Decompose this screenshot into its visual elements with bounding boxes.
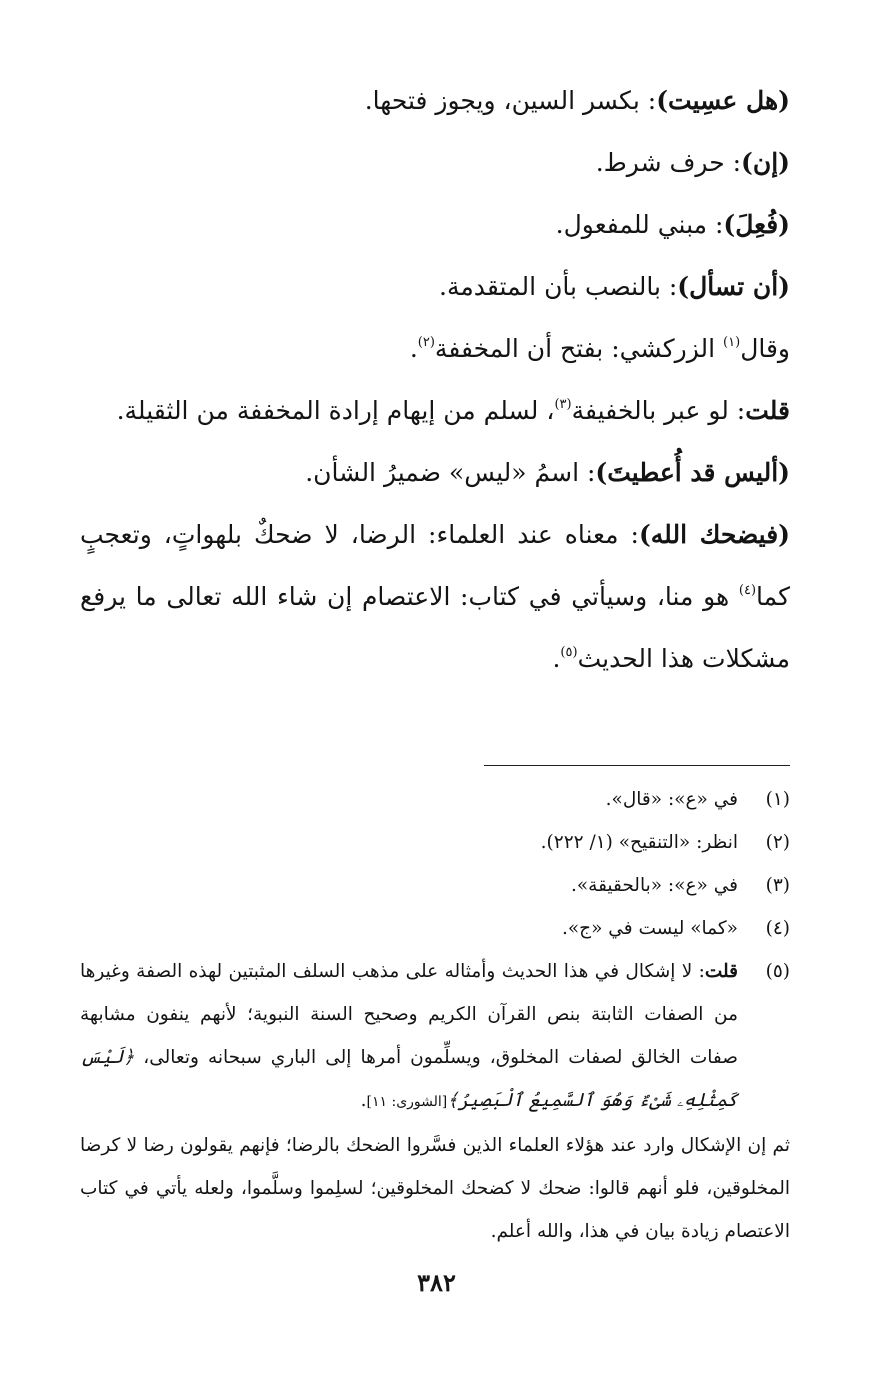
footnote-number: (٣): [765, 875, 790, 896]
footnote-number: (١): [765, 789, 790, 810]
quran-reference: [الشورى: ١١]: [366, 1094, 448, 1110]
footnotes: [80, 778, 790, 1253]
footnote-lead: قلت: [704, 961, 738, 982]
entry-text: : مبني للمفعول.: [555, 210, 724, 239]
footnote-text: في «ع»: «بالحقيقة».: [570, 875, 738, 896]
footnote-ref-3[interactable]: (٣): [554, 397, 572, 412]
footnote-divider: [484, 765, 790, 766]
footnote-3: [80, 864, 790, 907]
footnote-ref-5[interactable]: (٥): [560, 645, 578, 660]
text-segment: .: [409, 334, 418, 363]
footnote-number: (٢): [765, 832, 790, 853]
entry-alaysa: [80, 442, 790, 504]
entry-term: قلت: [745, 396, 790, 425]
footnote-ref-1[interactable]: (١): [723, 335, 741, 350]
entry-fuila: [80, 194, 790, 256]
entry-text: : اسمُ «ليس» ضميرُ الشأن.: [305, 458, 596, 487]
footnote-5: [80, 950, 790, 1124]
footnote-number: (٥): [765, 961, 790, 982]
paragraph-zarkashi: [80, 318, 790, 380]
text-segment: : لو عبر بالخفيفة: [571, 396, 746, 425]
quran-verse: ﴿لَيْسَ كَمِثْلِهِۦ شَىْءٌ وَهُوَ ٱلسَّمِيعُ ٱلْبَصِيرُ﴾: [80, 1047, 738, 1111]
footnote-text: «كما» ليست في «ج».: [561, 918, 738, 939]
footnote-2: [80, 821, 790, 864]
text-segment: ، لسلم من إيهام إرادة المخففة من الثقيلة.: [116, 396, 555, 425]
text-segment: وقال: [740, 334, 790, 363]
entry-term: (أليس قد أُعطيتَ): [595, 458, 790, 487]
entry-in: [80, 132, 790, 194]
footnote-text: انظر: «التنقيح» (١/ ٢٢٢).: [540, 832, 738, 853]
text-segment: : معناه عند العلماء: الرضا، لا ضحكٌ بلهواتٍ، وتعجبٍ كما: [80, 520, 790, 611]
text-segment: هو منا، وسيأتي في كتاب: الاعتصام إن شاء الله تعالى ما يرفع مشكلات هذا الحديث: [80, 582, 790, 673]
entry-fayadhak: [80, 504, 790, 690]
entry-term: (أن تسأل): [677, 272, 790, 301]
entry-hal-asaytu: [80, 70, 790, 132]
entry-text: : بكسر السين، ويجوز فتحها.: [364, 86, 657, 115]
footnote-ref-2[interactable]: (٢): [417, 335, 435, 350]
paragraph-qultu: [80, 380, 790, 442]
entry-term: (فيضحك الله): [638, 520, 790, 549]
text-segment: .: [360, 1090, 367, 1111]
footnote-ref-4[interactable]: (٤): [738, 583, 757, 598]
entry-text: : حرف شرط.: [595, 148, 742, 177]
entry-text: : بالنصب بأن المتقدمة.: [439, 272, 678, 301]
text-segment: : لا إشكال في هذا الحديث وأمثاله على مذهب السلف المثبتين لهذه الصفة وغيرها من الصفات الثابتة بنص القرآن الكريم وصحيح السنة النبوية؛ لأنهم ينفون مشابهة صفات الخالق لصفات المخلوق، ويسلِّمون أمرها إلى الباري سبحانه وتعالى،: [80, 961, 738, 1068]
footnote-5-continuation: ثم إن الإشكال وارد عند هؤلاء العلماء الذين فسَّروا الضحك بالرضا؛ فإنهم يقولون رضا لا كرضا المخلوقين، فلو أنهم قالوا: ضحك لا كضحك المخلوقين؛ لسلِموا وسلَّموا، ولعله يأتي في كتاب الاعتصام زيادة بيان في هذا، والله أعلم.: [80, 1135, 790, 1242]
entry-term: (هل عسِيت): [656, 86, 790, 115]
page-number: ٣٨٢: [417, 1268, 456, 1297]
main-text: [80, 70, 790, 690]
entry-an-tasal: [80, 256, 790, 318]
footnote-text: في «ع»: «قال».: [605, 789, 738, 810]
footnote-1: [80, 778, 790, 821]
entry-term: (إن): [741, 148, 790, 177]
footnote-text: [80, 950, 738, 1124]
footnote-number: (٤): [765, 918, 790, 939]
text-segment: .: [552, 644, 561, 673]
entry-term: (فُعِلَ): [723, 210, 790, 239]
footnote-4: [80, 907, 790, 950]
text-segment: الزركشي: بفتح أن المخففة: [434, 334, 724, 363]
page-content: [80, 70, 790, 1242]
